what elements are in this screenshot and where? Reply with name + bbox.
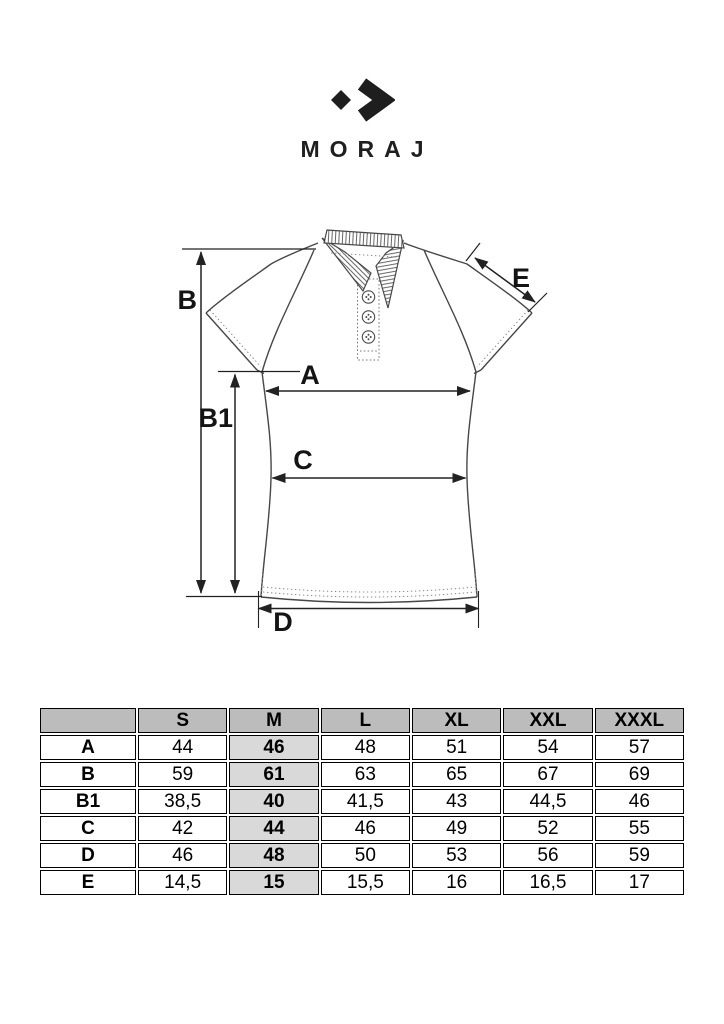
cell: 63 (321, 762, 410, 787)
tick-e-bottom (528, 293, 547, 312)
cell: 48 (229, 843, 318, 868)
button (362, 311, 374, 323)
polo-measurement-diagram (150, 200, 590, 670)
cell: 67 (503, 762, 592, 787)
label-b1: B1 (198, 403, 233, 433)
table-row (40, 843, 684, 868)
col-header-l: L (321, 708, 410, 733)
label-c: C (293, 445, 313, 475)
cell: 46 (595, 789, 684, 814)
cell: 17 (595, 870, 684, 895)
cell: 59 (595, 843, 684, 868)
cell: 65 (412, 762, 501, 787)
table-row (40, 735, 684, 760)
row-label-c: C (40, 816, 136, 841)
cell: 54 (503, 735, 592, 760)
cell: 48 (321, 735, 410, 760)
col-header-xl: XL (412, 708, 501, 733)
table-header-row (40, 708, 684, 733)
cell: 38,5 (138, 789, 227, 814)
row-label-b1: B1 (40, 789, 136, 814)
diamond-chevron-right-icon (329, 78, 395, 124)
col-header-s: S (138, 708, 227, 733)
cell: 46 (138, 843, 227, 868)
label-d: D (273, 607, 293, 637)
button (362, 291, 374, 303)
cell: 59 (138, 762, 227, 787)
cell: 42 (138, 816, 227, 841)
cell: 44 (229, 816, 318, 841)
table-row (40, 870, 684, 895)
table-row (40, 789, 684, 814)
cell: 40 (229, 789, 318, 814)
cell: 52 (503, 816, 592, 841)
brand-name: MORAJ (300, 136, 434, 162)
row-label-d: D (40, 843, 136, 868)
row-label-e: E (40, 870, 136, 895)
cell: 53 (412, 843, 501, 868)
row-label-a: A (40, 735, 136, 760)
cell: 16,5 (503, 870, 592, 895)
cell: 46 (321, 816, 410, 841)
label-b: B (177, 285, 197, 315)
buttons (362, 291, 374, 343)
cell: 46 (229, 735, 318, 760)
size-table (38, 706, 686, 897)
cell: 15 (229, 870, 318, 895)
row-label-b: B (40, 762, 136, 787)
corner-cell (40, 708, 136, 733)
cell: 43 (412, 789, 501, 814)
table-row (40, 816, 684, 841)
cell: 41,5 (321, 789, 410, 814)
cell: 16 (412, 870, 501, 895)
cell: 44,5 (503, 789, 592, 814)
cell: 50 (321, 843, 410, 868)
cell: 57 (595, 735, 684, 760)
col-header-m: M (229, 708, 318, 733)
cell: 15,5 (321, 870, 410, 895)
button (362, 331, 374, 343)
cell: 49 (412, 816, 501, 841)
col-header-xxl: XXL (503, 708, 592, 733)
tick-e-top (466, 243, 480, 261)
label-e: E (511, 263, 531, 293)
label-a: A (300, 360, 320, 390)
cell: 14,5 (138, 870, 227, 895)
cell: 56 (503, 843, 592, 868)
cell: 69 (595, 762, 684, 787)
brand-logo (0, 78, 724, 163)
cell: 55 (595, 816, 684, 841)
cell: 44 (138, 735, 227, 760)
col-header-xxxl: XXXL (595, 708, 684, 733)
cell: 51 (412, 735, 501, 760)
cell: 61 (229, 762, 318, 787)
table-row (40, 762, 684, 787)
